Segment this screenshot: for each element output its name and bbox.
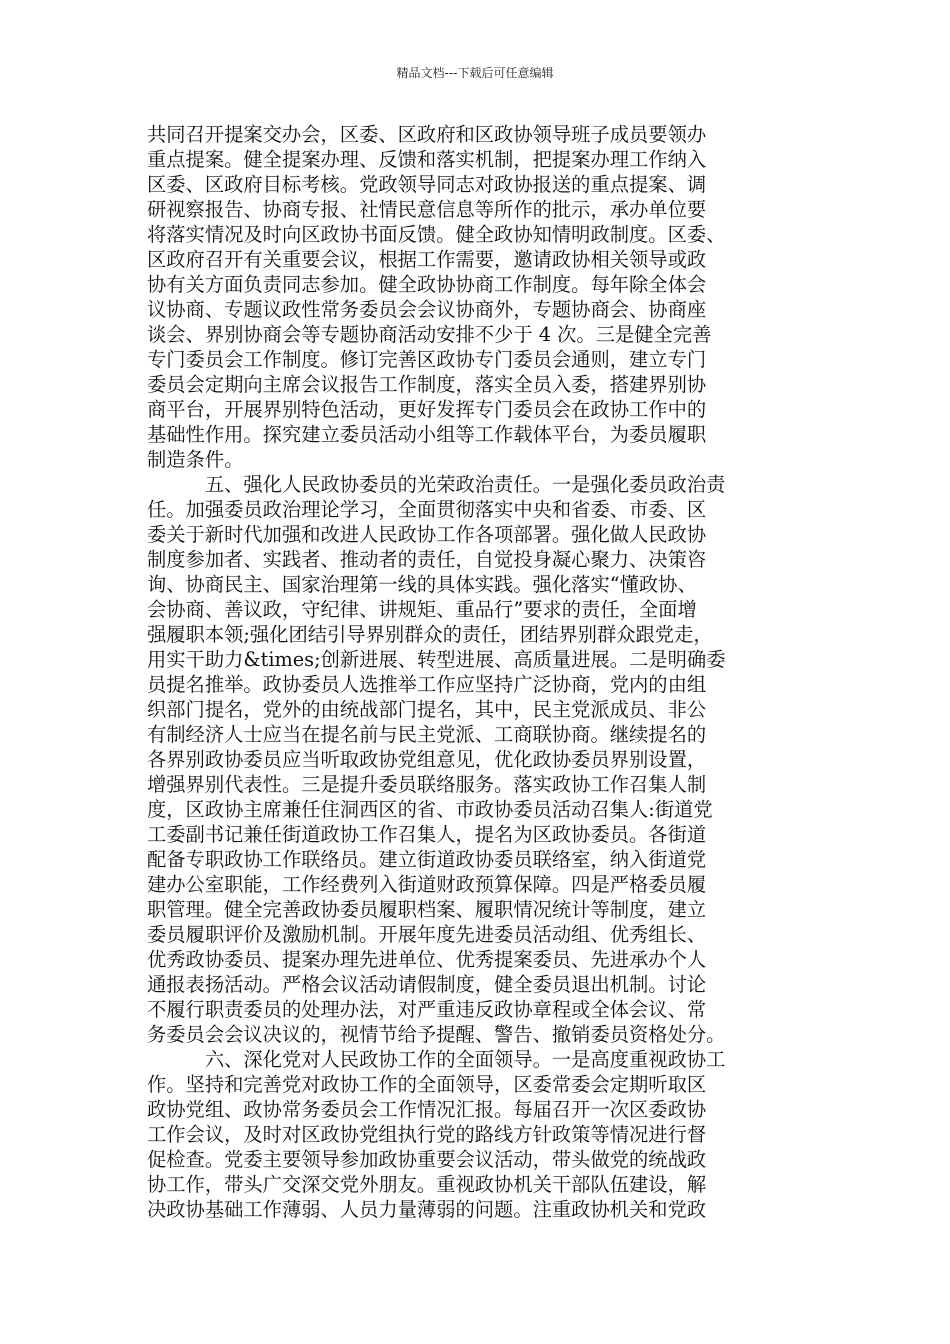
text-line: 政协党组、政协常务委员会工作情况汇报。每届召开一次区委政协 xyxy=(147,1098,707,1121)
text-line: 会协商、善议政，守纪律、讲规矩、重品行”要求的责任，全面增 xyxy=(147,598,697,621)
text-line: 专门委员会工作制度。修订完善区政协专门委员会通则，建立专门 xyxy=(147,348,707,371)
text-line: 重点提案。健全提案办理、反馈和落实机制，把提案办理工作纳入 xyxy=(147,148,707,171)
text-line: 五、强化人民政协委员的光荣政治责任。一是强化委员政治责 xyxy=(147,473,726,496)
text-line: 用实干助力&times;创新进展、转型进展、高质量进展。二是明确委 xyxy=(147,648,726,671)
text-line: 共同召开提案交办会，区委、区政府和区政协领导班子成员要领办 xyxy=(147,123,707,146)
text-line: 各界别政协委员应当听取政协党组意见，优化政协委员界别设置， xyxy=(147,748,707,771)
text-line: 协有关方面负责同志参加。健全政协协商工作制度。每年除全体会 xyxy=(147,273,707,296)
text-line: 决政协基础工作薄弱、人员力量薄弱的问题。注重政协机关和党政 xyxy=(147,1198,707,1221)
text-line: 商平台，开展界别特色活动，更好发挥专门委员会在政协工作中的 xyxy=(147,398,707,421)
text-line: 将落实情况及时向区政协书面反馈。健全政协知情明政制度。区委、 xyxy=(147,223,726,246)
text-line: 优秀政协委员、提案办理先进单位、优秀提案委员、先进承办个人 xyxy=(147,948,707,971)
text-line: 制度参加者、实践者、推动者的责任，自觉投身凝心聚力、决策咨 xyxy=(147,548,707,571)
text-line: 有制经济人士应当在提名前与民主党派、工商联协商。继续提名的 xyxy=(147,723,707,746)
text-line: 增强界别代表性。三是提升委员联络服务。落实政协工作召集人制 xyxy=(147,773,707,796)
text-line: 不履行职责委员的处理办法，对严重违反政协章程或全体会议、常 xyxy=(147,998,707,1021)
page-header: 精品文档---下载后可任意编辑 xyxy=(396,66,554,80)
text-line: 务委员会会议决议的，视情节给予提醒、警告、撤销委员资格处分。 xyxy=(147,1023,726,1046)
text-line: 建办公室职能，工作经费列入街道财政预算保障。四是严格委员履 xyxy=(147,873,707,896)
text-line: 织部门提名，党外的由统战部门提名，其中，民主党派成员、非公 xyxy=(147,698,707,721)
text-line: 区政府召开有关重要会议，根据工作需要，邀请政协相关领导或政 xyxy=(147,248,707,271)
text-line: 促检查。党委主要领导参加政协重要会议活动，带头做党的统战政 xyxy=(147,1148,707,1171)
text-line: 职管理。健全完善政协委员履职档案、履职情况统计等制度，建立 xyxy=(147,898,707,921)
text-line: 询、协商民主、国家治理第一线的具体实践。强化落实“懂政协、 xyxy=(147,573,697,596)
text-line: 通报表扬活动。严格会议活动请假制度，健全委员退出机制。讨论 xyxy=(147,973,707,996)
text-line: 制造条件。 xyxy=(147,448,244,471)
text-line: 作。坚持和完善党对政协工作的全面领导，区委常委会定期听取区 xyxy=(147,1073,707,1096)
text-line: 度，区政协主席兼任住洞西区的省、市政协委员活动召集人:街道党 xyxy=(147,798,713,821)
text-line: 议协商、专题议政性常务委员会会议协商外，专题协商会、协商座 xyxy=(147,298,707,321)
text-line: 工作会议，及时对区政协党组执行党的路线方针政策等情况进行督 xyxy=(147,1123,707,1146)
text-line: 委关于新时代加强和改进人民政协工作各项部署。强化做人民政协 xyxy=(147,523,707,546)
text-line: 六、深化党对人民政协工作的全面领导。一是高度重视政协工 xyxy=(147,1048,726,1071)
text-line: 基础性作用。探究建立委员活动小组等工作载体平台，为委员履职 xyxy=(147,423,707,446)
text-line: 员提名推举。政协委员人选推举工作应坚持广泛协商，党内的由组 xyxy=(147,673,707,696)
text-line: 工委副书记兼任街道政协工作召集人，提名为区政协委员。各街道 xyxy=(147,823,707,846)
text-line: 协工作，带头广交深交党外朋友。重视政协机关干部队伍建设，解 xyxy=(147,1173,707,1196)
text-line: 谈会、界别协商会等专题协商活动安排不少于 4 次。三是健全完善 xyxy=(147,323,712,346)
text-line: 委员履职评价及激励机制。开展年度先进委员活动组、优秀组长、 xyxy=(147,923,707,946)
text-line: 委员会定期向主席会议报告工作制度，落实全员入委，搭建界别协 xyxy=(147,373,707,396)
text-line: 强履职本领;强化团结引导界别群众的责任，团结界别群众跟党走， xyxy=(147,623,713,646)
text-line: 配备专职政协工作联络员。建立街道政协委员联络室，纳入街道党 xyxy=(147,848,707,871)
text-line: 任。加强委员政治理论学习，全面贯彻落实中央和省委、市委、区 xyxy=(147,498,707,521)
text-line: 研视察报告、协商专报、社情民意信息等所作的批示，承办单位要 xyxy=(147,198,707,221)
document-body xyxy=(147,122,807,1222)
text-line: 区委、区政府目标考核。党政领导同志对政协报送的重点提案、调 xyxy=(147,173,707,196)
